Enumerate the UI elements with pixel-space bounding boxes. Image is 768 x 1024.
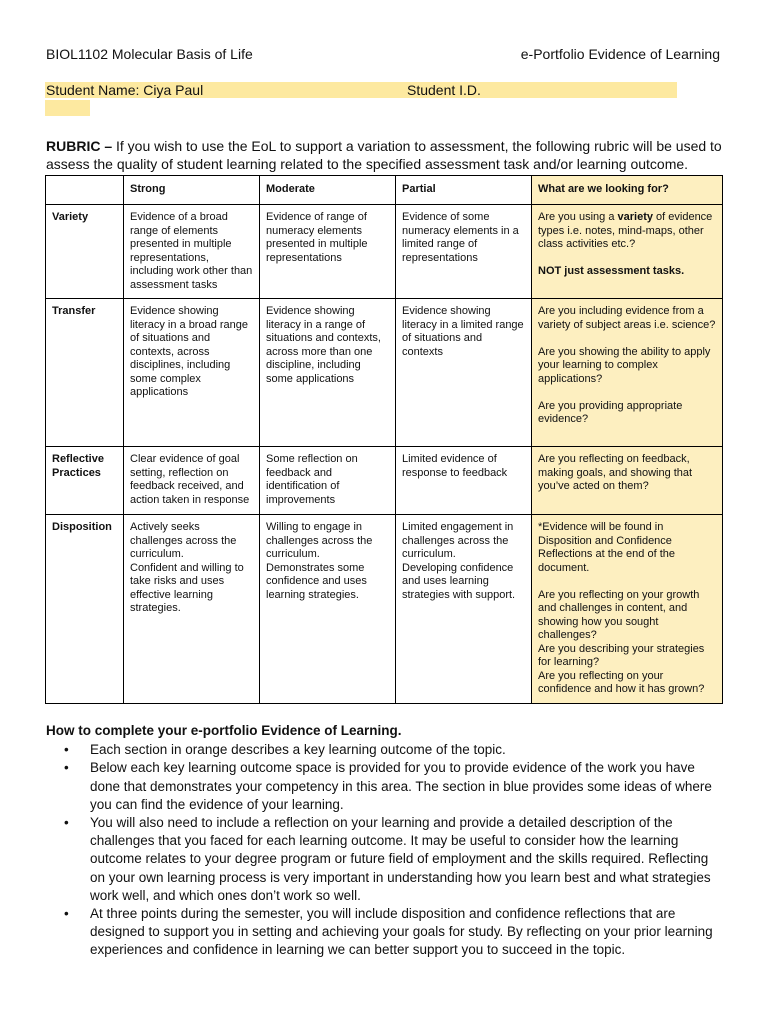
student-name-highlight-continuation <box>45 100 90 116</box>
bullet-icon: • <box>64 815 69 831</box>
rubric-cell-strong: Evidence of a broad range of elements presented in multiple representations, including work other than assessment tasks <box>124 205 260 299</box>
looking-for-text: Are you reflecting on your growth and challenges in content, and showing how you sought challenges? Are you describing your strategies for learning? Are you reflecting on your confidence and how it has grown? <box>538 588 705 695</box>
rubric-cell-looking-for <box>532 299 723 447</box>
rubric-cell-partial: Evidence of some numeracy elements in a limited range of representations <box>396 205 532 299</box>
looking-for-text: Are you reflecting on feedback, making goals, and showing that you’ve acted on them? <box>538 453 693 492</box>
rubric-header-strong: Strong <box>124 176 260 205</box>
rubric-header-row <box>46 176 723 205</box>
looking-for-text: Are you showing the ability to apply your learning to complex applications? <box>538 345 711 385</box>
looking-for-text-part: Are you using a <box>538 211 618 223</box>
document-type-title: e-Portfolio Evidence of Learning <box>520 46 720 62</box>
list-item <box>46 759 726 814</box>
rubric-cell-strong: Clear evidence of goal setting, reflection on feedback received, and action taken in response <box>124 447 260 515</box>
rubric-row-variety <box>46 205 723 299</box>
list-item <box>46 741 726 759</box>
rubric-cell-looking-for <box>532 205 723 299</box>
looking-for-text-part: of evidence types i.e. notes, mind-maps, other class activities etc.? <box>538 211 713 250</box>
rubric-header-moderate: Moderate <box>260 176 396 205</box>
rubric-cell-partial: Limited evidence of response to feedback <box>396 447 532 515</box>
rubric-cell-moderate: Evidence of range of numeracy elements presented in multiple representations <box>260 205 396 299</box>
rubric-cell-strong: Evidence showing literacy in a broad range of situations and contexts, across disciplines, including some complex applications <box>124 299 260 447</box>
list-item-text: At three points during the semester, you will include disposition and confidence reflections that are designed to support you in setting and achieving your goals for study. By reflecting on your prior learning experiences and confidence in learning we can better support you to succeed in the topic. <box>90 906 713 958</box>
rubric-cell-looking-for <box>532 447 723 515</box>
bullet-icon: • <box>64 760 69 776</box>
rubric-cell-moderate: Evidence showing literacy in a range of situations and contexts, across more than one discipline, including some applications <box>260 299 396 447</box>
rubric-cell-partial: Evidence showing literacy in a limited range of situations and contexts <box>396 299 532 447</box>
rubric-intro-text: If you wish to use the EoL to support a variation to assessment, the following rubric will be used to assess the quality of student learning related to the specified assessment task and/or learning outcome. <box>46 138 722 172</box>
looking-for-emphasis: variety <box>617 211 653 223</box>
rubric-row-label: Reflective Practices <box>46 447 124 515</box>
list-item-text: You will also need to include a reflection on your learning and provide a detailed description of the challenges that you faced for each learning outcome. It may be useful to consider how the learning outcome relates to your degree program or future field of employment and the skills required. Reflecting on your own learning process is very important in understanding how you learn best and what strategies work well, and which ones don’t work so well. <box>90 815 711 903</box>
looking-for-text: *Evidence will be found in Disposition and Confidence Reflections at the end of the document. <box>538 521 675 574</box>
how-to-section <box>46 722 726 960</box>
rubric-intro <box>46 137 726 173</box>
looking-for-text <box>538 211 716 252</box>
rubric-table <box>45 175 723 704</box>
rubric-row-disposition <box>46 515 723 704</box>
rubric-row-label: Variety <box>46 205 124 299</box>
how-to-title: How to complete your e-portfolio Evidence of Learning. <box>46 723 402 738</box>
student-id: Student I.D. <box>407 82 481 98</box>
looking-for-note <box>538 265 716 279</box>
rubric-header-blank <box>46 176 124 205</box>
rubric-header-looking-for: What are we looking for? <box>532 176 723 205</box>
rubric-row-reflective-practices <box>46 447 723 515</box>
student-name: Student Name: Ciya Paul <box>46 82 204 98</box>
rubric-cell-partial: Limited engagement in challenges across the curriculum. Developing confidence and uses learning strategies with support. <box>396 515 532 704</box>
list-item <box>46 905 726 960</box>
looking-for-note-text: NOT just assessment tasks. <box>538 265 685 277</box>
course-title: BIOL1102 Molecular Basis of Life <box>46 46 253 62</box>
rubric-header-partial: Partial <box>396 176 532 205</box>
looking-for-text: Are you providing appropriate evidence? <box>538 399 683 425</box>
rubric-row-transfer <box>46 299 723 447</box>
rubric-cell-strong: Actively seeks challenges across the curriculum. Confident and willing to take risks and uses effective learning strategies. <box>124 515 260 704</box>
bullet-icon: • <box>64 906 69 922</box>
list-item-text: Each section in orange describes a key learning outcome of the topic. <box>90 742 506 758</box>
bullet-icon: • <box>64 742 69 758</box>
rubric-cell-moderate: Willing to engage in challenges across the curriculum. Demonstrates some confidence and uses learning strategies. <box>260 515 396 704</box>
list-item <box>46 814 726 905</box>
rubric-row-label: Disposition <box>46 515 124 704</box>
how-to-list <box>46 741 726 959</box>
rubric-cell-moderate: Some reflection on feedback and identification of improvements <box>260 447 396 515</box>
looking-for-text: Are you including evidence from a variety of subject areas i.e. science? <box>538 305 716 331</box>
rubric-intro-lead: RUBRIC – <box>46 138 113 154</box>
rubric-row-label: Transfer <box>46 299 124 447</box>
list-item-text: Below each key learning outcome space is provided for you to provide evidence of the work you have done that demonstrates your competency in this area. The section in blue provides some ideas of where you can find the evidence of your learning. <box>90 760 712 812</box>
rubric-cell-looking-for <box>532 515 723 704</box>
